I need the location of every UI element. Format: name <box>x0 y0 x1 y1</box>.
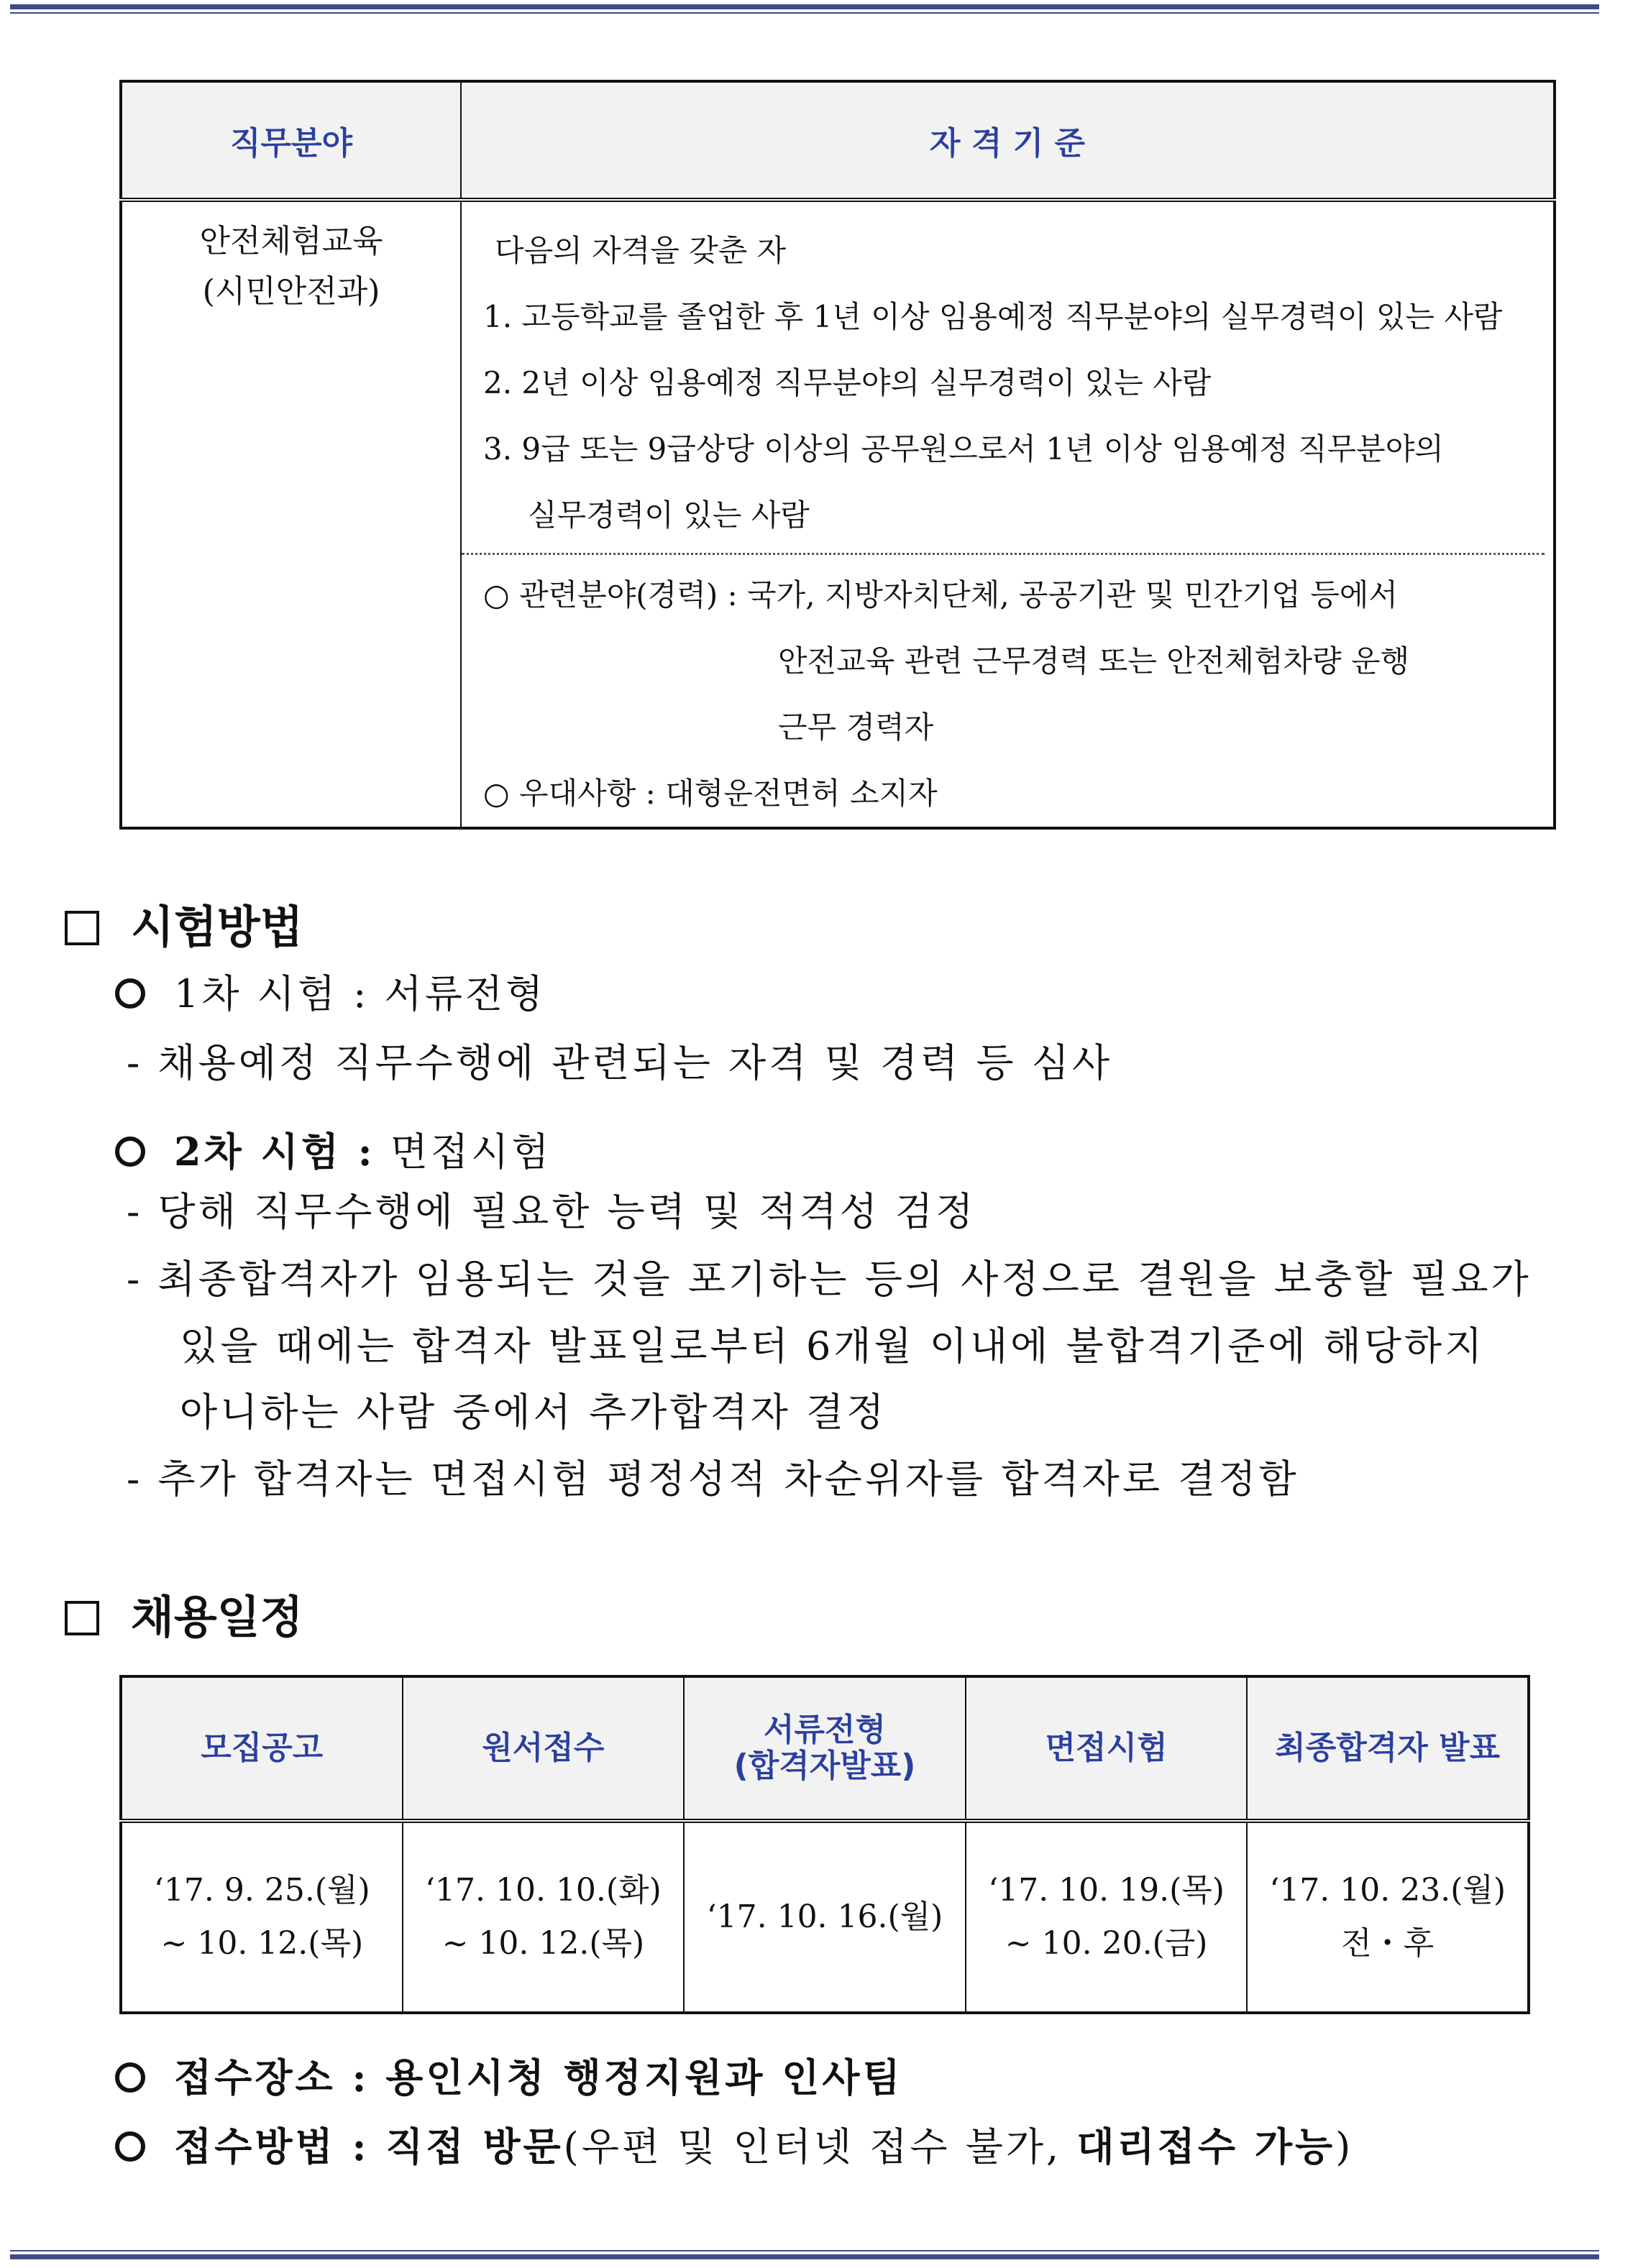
criteria-item: 3. 9급 또는 9급상당 이상의 공무원으로서 1년 이상 임용예정 직무분야의 <box>483 431 1444 467</box>
top-rule <box>10 4 1599 14</box>
qualification-table <box>119 80 1556 830</box>
field-header: 직무분야 <box>121 81 461 200</box>
dotted-separator <box>462 553 1545 555</box>
related-field-line: ○ 관련분야(경력) : 국가, 지방자치단체, 공공기관 및 민간기업 등에서 <box>483 577 1398 612</box>
preference-line: ○ 우대사항 : 대형운전면허 소지자 <box>483 776 938 811</box>
criteria-cell <box>461 200 1555 828</box>
schedule-table <box>119 1675 1530 2014</box>
checkbox-square-icon <box>65 1601 99 1635</box>
schedule-header: 서류전형 (합격자발표) <box>684 1676 966 1821</box>
checkbox-square-icon <box>65 911 99 945</box>
reception-place: 접수장소 : 용인시청 행정지원과 인사팀 <box>115 2047 903 2103</box>
first-round-detail: - 채용예정 직무수행에 관련되는 자격 및 경력 등 심사 <box>127 1040 1113 1085</box>
criteria-item: 1. 고등학교를 졸업한 후 1년 이상 임용예정 직무분야의 실무경력이 있는 사람 <box>483 299 1503 334</box>
circle-bullet-icon <box>115 1137 145 1167</box>
schedule-header: 모집공고 <box>121 1676 403 1821</box>
schedule-section-heading: 채용일정 <box>65 1581 303 1645</box>
related-field-line: 근무 경력자 <box>778 710 934 745</box>
second-round-detail-cont: 아니하는 사람 중에서 추가합격자 결정 <box>180 1390 887 1435</box>
field-dept: (시민안전과) <box>202 273 380 310</box>
criteria-intro: 다음의 자격을 갖춘 자 <box>495 233 787 268</box>
schedule-date: ‘17. 10. 19.(목) ~ 10. 20.(금) <box>966 1821 1248 2013</box>
reception-method: 접수방법 : 직접 방문(우편 및 인터넷 접수 불가, 대리접수 가능) <box>115 2116 1353 2172</box>
schedule-header: 원서접수 <box>403 1676 685 1821</box>
criteria-item: 2. 2년 이상 임용예정 직무분야의 실무경력이 있는 사람 <box>483 365 1212 400</box>
schedule-date: ‘17. 10. 23.(월) 전・후 <box>1247 1821 1529 2013</box>
criteria-header: 자 격 기 준 <box>461 81 1555 200</box>
schedule-date: ‘17. 9. 25.(월) ~ 10. 12.(목) <box>153 1872 370 1962</box>
first-round-bullet: 1차 시험 : 서류전형 <box>115 963 546 1019</box>
field-cell <box>121 200 461 828</box>
field-name: 안전체험교육 <box>199 223 383 260</box>
schedule-date: ‘17. 10. 10.(화) ~ 10. 12.(목) <box>403 1821 685 2013</box>
schedule-header: 면접시험 <box>966 1676 1248 1821</box>
schedule-date: ‘17. 10. 16.(월) <box>684 1821 966 2013</box>
exam-section-heading: 시험방법 <box>65 891 303 955</box>
second-round-detail: - 최종합격자가 임용되는 것을 포기하는 등의 사정으로 결원을 보충할 필요가 <box>127 1257 1532 1302</box>
second-round-bullet: 2차 시험 : 면접시험 <box>115 1121 552 1177</box>
bottom-rule <box>10 2250 1599 2259</box>
related-field-line: 안전교육 관련 근무경력 또는 안전체험차량 운행 <box>778 643 1410 679</box>
second-round-detail: - 당해 직무수행에 필요한 능력 및 적격성 검정 <box>127 1189 976 1234</box>
criteria-item: 실무경력이 있는 사람 <box>528 497 810 533</box>
circle-bullet-icon <box>115 2131 145 2162</box>
second-round-detail: - 추가 합격자는 면접시험 평정성적 차순위자를 합격자로 결정함 <box>127 1456 1299 1502</box>
schedule-header: 최종합격자 발표 <box>1247 1676 1529 1821</box>
circle-bullet-icon <box>115 978 145 1009</box>
second-round-detail-cont: 있을 때에는 합격자 발표일로부터 6개월 이내에 불합격기준에 해당하지 <box>180 1323 1486 1369</box>
circle-bullet-icon <box>115 2062 145 2093</box>
